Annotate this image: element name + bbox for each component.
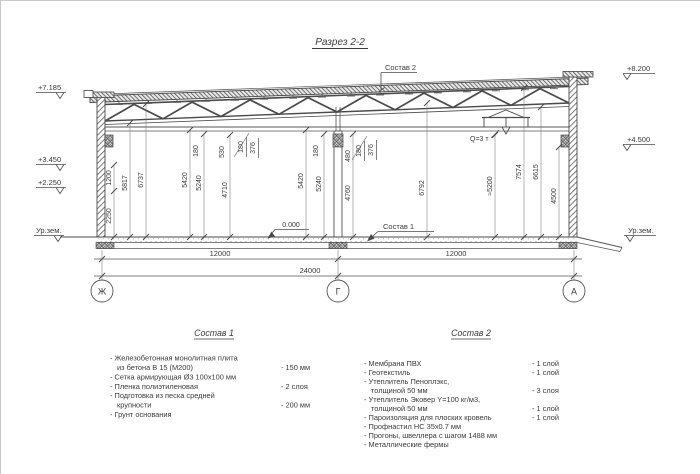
hook-icon: [502, 127, 510, 134]
v-dim: 6615: [533, 164, 540, 180]
v-dim: 7574: [516, 164, 523, 180]
sostav2-title: Состав 2: [451, 328, 491, 338]
right-parapet-cap: [563, 72, 593, 78]
zero-level-mark: [268, 222, 310, 239]
elevation-flag-icon: [56, 93, 64, 99]
list-line: - Металлические фермы: [364, 440, 449, 449]
middle-column-capital: [333, 134, 343, 147]
v-dim: 180: [356, 145, 363, 157]
v-dim: 530: [219, 146, 226, 158]
v-dim: 376: [250, 142, 257, 154]
v-dim: 6792: [419, 180, 426, 196]
elevation-mark-right-2: [623, 135, 655, 151]
v-dim: 6737: [138, 172, 145, 188]
elevation-flag-icon: [56, 165, 64, 171]
list-value: - 1 слой: [532, 413, 560, 422]
ground-level-mark-right: [624, 226, 656, 242]
v-dim: 180: [238, 141, 245, 153]
list-line: - Утеплитель Пеноплэкс,: [364, 377, 450, 386]
list-value: - 1 слой: [532, 404, 560, 413]
crane-capacity-label: Q=3 т: [470, 136, 489, 143]
list-line: - Утеплитель Эковер Y=100 кг/м3,: [364, 395, 481, 404]
crane-beam: [105, 127, 569, 131]
list-line: - Сетка армирующая Ø3 100х100 мм: [110, 372, 237, 382]
v-dim: 5240: [196, 175, 203, 191]
elevation-mark-left-2: [36, 155, 66, 171]
v-dim: 180: [313, 145, 320, 157]
axis-bubbles: [91, 280, 585, 302]
v-dim: 2250: [106, 208, 113, 224]
axis-label: Ж: [97, 286, 107, 297]
elevation-flag-icon: [623, 74, 631, 80]
list-line: - Прогоны, швеллера с шагом 1488 мм: [364, 431, 498, 440]
left-column-corbel: [105, 135, 113, 147]
list-value: - 1 слой: [532, 368, 560, 377]
v-dim: 4710: [222, 182, 229, 198]
v-dim: 4760: [345, 185, 352, 201]
v-dim: 180: [193, 145, 200, 157]
list-line: толщиной 50 мм: [371, 404, 428, 413]
h-dim-total: 24000: [299, 266, 321, 275]
list-value: - 1 слой: [532, 359, 560, 368]
elevation-value: +8.200: [627, 64, 651, 73]
callout-sostav1-label: Состав 1: [383, 222, 415, 231]
v-dim: 5817: [122, 175, 129, 191]
drawing-title: Разрез 2-2: [315, 37, 365, 48]
list-line: толщиной 50 мм: [371, 386, 428, 395]
foundation-block: [329, 243, 347, 249]
sostav1-list: [110, 328, 310, 419]
list-value: - 200 мм: [281, 400, 311, 410]
axis-label: Г: [335, 286, 341, 297]
axis-label: А: [570, 286, 578, 297]
foundation-block: [96, 243, 114, 249]
floor-slab: [60, 237, 577, 249]
v-dim: 480: [345, 150, 352, 162]
list-line: - Профнастил НС 35х0.7 мм: [364, 422, 462, 431]
zero-level-label: 0.000: [282, 222, 300, 229]
list-value: - 3 слоя: [532, 386, 559, 395]
list-line: - Железобетонная монолитная плита: [110, 353, 238, 363]
foundation-block: [559, 243, 577, 249]
v-dim: 5420: [298, 173, 305, 189]
list-line: - Пленка полиэтиленовая: [110, 381, 198, 391]
monorail-hoist: [482, 110, 530, 134]
elevation-flag-icon: [623, 145, 631, 151]
v-dim: 4500: [551, 188, 558, 204]
list-line: - Пароизоляция для плоских кровель: [364, 413, 492, 422]
vertical-dimensions: [106, 133, 558, 224]
elevation-value: +3.450: [38, 155, 62, 164]
ground-level-label: Ур.зем.: [628, 226, 654, 235]
elevation-value: +7.185: [38, 83, 62, 92]
elevation-mark-left-1: [36, 83, 66, 99]
h-dim: 12000: [445, 249, 467, 258]
sostav1-title: Состав 1: [194, 328, 234, 338]
list-line: из бетона В 15 (М200): [117, 363, 193, 372]
elevation-mark-left-3: [36, 178, 66, 194]
elevation-flag-icon: [54, 236, 62, 242]
sostav2-list: [364, 328, 559, 449]
v-dim: 5420: [182, 172, 189, 188]
right-wall: [561, 72, 593, 238]
callout-sostav2-label: Состав 2: [385, 63, 417, 72]
list-value: - 2 слоя: [281, 381, 308, 391]
ground-level-mark-left: [34, 226, 64, 242]
apron-right: [577, 237, 622, 252]
elevation-mark-right-1: [623, 64, 655, 80]
list-line: - Геотекстиль: [364, 368, 411, 377]
v-dim: 1200: [106, 170, 113, 186]
elevation-flag-icon: [56, 188, 64, 194]
elevation-flag-icon: [626, 236, 634, 242]
v-dim: 5240: [316, 176, 323, 192]
list-line: - Мембрана ПВХ: [364, 359, 422, 368]
roof-deck: [90, 77, 588, 103]
list-line: крупности: [117, 400, 152, 410]
elevation-value: +2.250: [38, 178, 62, 187]
list-line: - Грунт основания: [110, 410, 172, 419]
ground-level-label: Ур.зем.: [36, 226, 62, 235]
elevation-value: +4.500: [627, 135, 651, 144]
v-dim: 376: [368, 144, 375, 156]
v-dim: ≈5200: [487, 176, 494, 196]
list-value: - 150 мм: [281, 363, 311, 372]
list-line: - Подготовка из песка средней: [110, 391, 215, 401]
right-column-corbel: [561, 135, 569, 147]
h-dim: 12000: [209, 249, 231, 258]
